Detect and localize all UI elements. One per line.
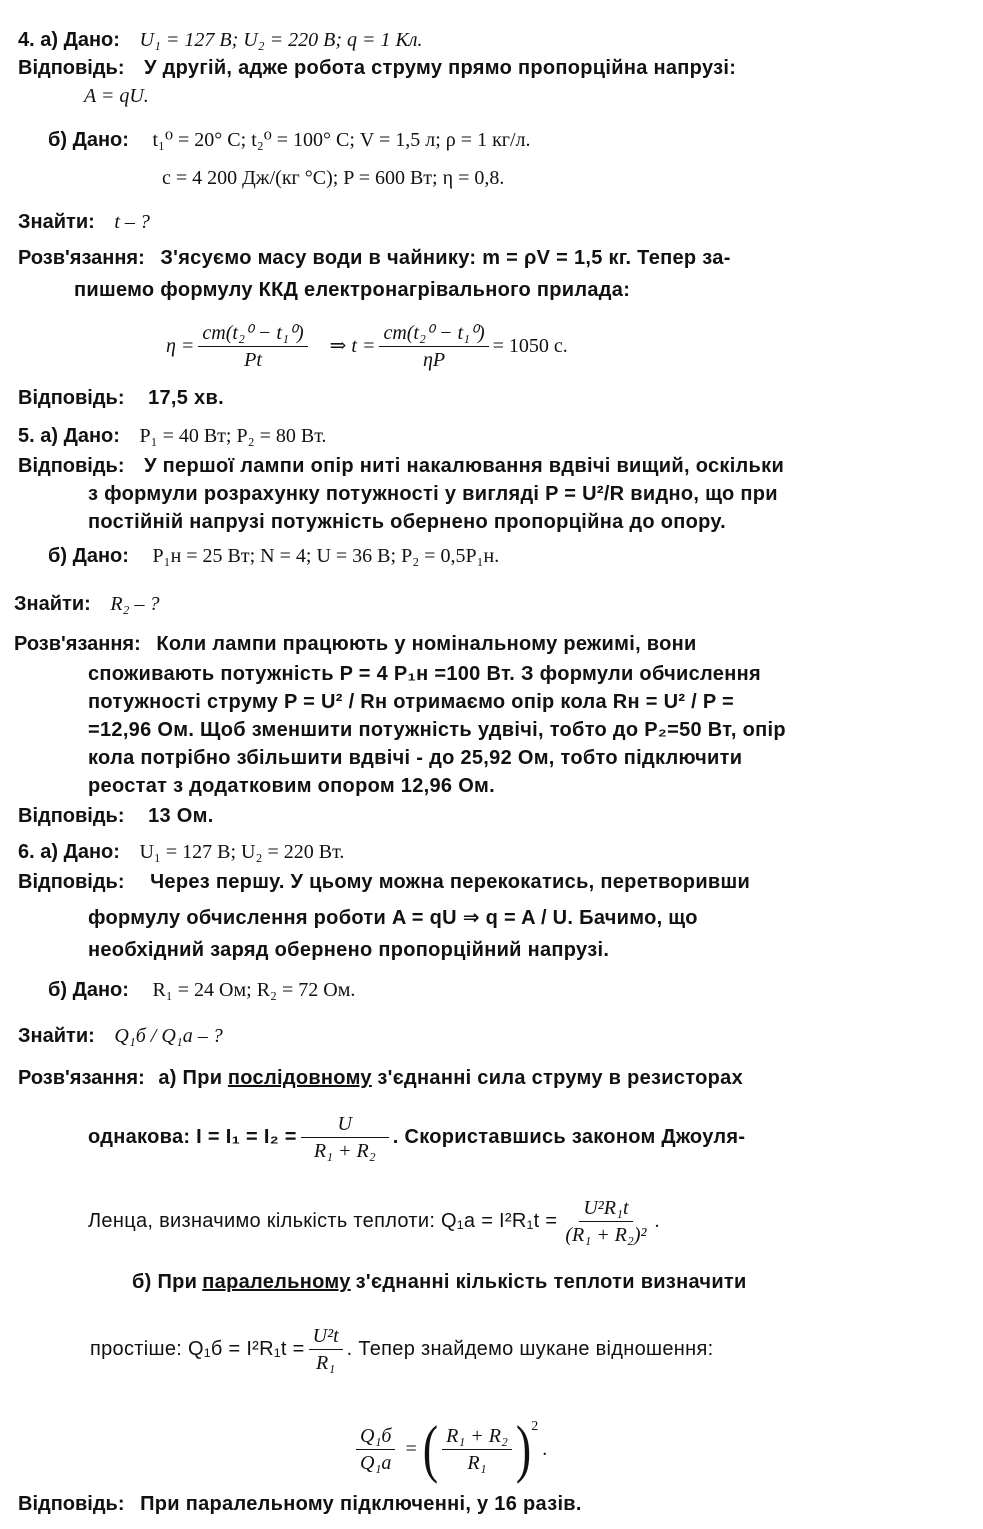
line-text: потужності струму P = U² / Rн отримаємо опір кола Rн = U² / P = bbox=[88, 691, 734, 713]
eq-text: . bbox=[654, 1210, 660, 1232]
text-line bbox=[0, 746, 983, 770]
text-line bbox=[0, 166, 983, 190]
right-paren: ) bbox=[515, 1412, 532, 1484]
fraction-numerator: cm(t₂⁰ − t₁⁰) bbox=[198, 322, 307, 347]
fraction-numerator: U²R₁t bbox=[579, 1197, 632, 1222]
text-line bbox=[0, 662, 983, 686]
text-line bbox=[0, 632, 983, 656]
line-text: необхідний заряд обернено пропорційний напрузі. bbox=[88, 939, 610, 961]
text-line bbox=[0, 454, 983, 478]
text-line bbox=[0, 840, 983, 864]
text-line bbox=[0, 128, 983, 152]
fraction-numerator: U²t bbox=[309, 1325, 343, 1350]
line-text: споживають потужність P = 4 P₁н =100 Вт. З формули обчислення bbox=[88, 663, 761, 685]
line-text: c = 4 200 Дж/(кг °С); P = 600 Вт; η = 0,8. bbox=[162, 167, 505, 189]
text-line bbox=[0, 56, 983, 80]
text-line bbox=[0, 870, 983, 894]
line-text: з формули розрахунку потужності у вигляді P = U²/R видно, що при bbox=[88, 483, 778, 505]
line-text: формулу обчислення роботи A = qU ⇒ q = A / U. Бачимо, що bbox=[88, 907, 698, 929]
fraction-numerator: cm(t₂⁰ − t₁⁰) bbox=[379, 322, 488, 347]
line-text: 13 Ом. bbox=[148, 805, 214, 827]
line-text: P₁ = 40 Вт; P₂ = 80 Вт. bbox=[139, 425, 327, 447]
text-line bbox=[0, 978, 983, 1002]
line-label: Розв'язання: bbox=[14, 633, 141, 655]
equation-current bbox=[0, 1108, 983, 1166]
line-label: б) Дано: bbox=[48, 129, 129, 151]
line-text: Через першу. У цьому можна перекокатись, перетворивши bbox=[150, 871, 751, 893]
text-line bbox=[0, 210, 983, 234]
text-line bbox=[0, 774, 983, 798]
line-text: U₁ = 127 В; U₂ = 220 Вт. bbox=[139, 841, 345, 863]
line-text: а) При bbox=[158, 1067, 223, 1089]
line-label: 5. а) Дано: bbox=[18, 425, 120, 447]
line-label: Знайти: bbox=[18, 1025, 95, 1047]
line-text: з'єднанні кількість теплоти визначити bbox=[355, 1271, 747, 1293]
text-line bbox=[0, 544, 983, 568]
line-label: Розв'язання: bbox=[18, 247, 145, 269]
eq-fraction bbox=[301, 1113, 389, 1162]
eq-text: простіше: Q₁б = I²R₁t = bbox=[90, 1338, 305, 1360]
line-text: 17,5 хв. bbox=[148, 387, 224, 409]
line-label: Відповідь: bbox=[18, 387, 125, 409]
equation-ratio bbox=[0, 1412, 983, 1486]
eq-arrow: ⇒ t = bbox=[329, 335, 376, 357]
line-text: б) При bbox=[132, 1271, 198, 1293]
text-line bbox=[0, 718, 983, 742]
line-text: У другій, адже робота струму прямо пропорційна напрузі: bbox=[144, 57, 737, 79]
line-text: з'єднанні сила струму в резисторах bbox=[377, 1067, 744, 1089]
eq-fraction bbox=[309, 1325, 343, 1374]
eq-text: = bbox=[405, 1438, 417, 1460]
fraction-numerator: Q₁б bbox=[356, 1425, 395, 1450]
line-label: Відповідь: bbox=[18, 805, 125, 827]
line-text: пишемо формулу ККД електронагрівального прилада: bbox=[74, 279, 631, 301]
line-text: t – ? bbox=[114, 211, 150, 233]
line-label: б) Дано: bbox=[48, 545, 129, 567]
eq-text: однакова: I = I₁ = I₂ = bbox=[88, 1126, 297, 1148]
line-label: Знайти: bbox=[14, 593, 91, 615]
text-line bbox=[0, 246, 983, 270]
line-text: R₂ – ? bbox=[110, 593, 160, 615]
line-text: U₁ = 127 В; U₂ = 220 В; q = 1 Кл. bbox=[139, 29, 423, 51]
line-label: Відповідь: bbox=[18, 57, 125, 79]
underlined-term: послідовному bbox=[227, 1067, 372, 1089]
text-line bbox=[0, 424, 983, 448]
line-label: Відповідь: bbox=[18, 1493, 125, 1515]
line-text: Q₁б / Q₁а – ? bbox=[114, 1025, 223, 1047]
fraction-denominator: Pt bbox=[244, 348, 262, 371]
line-label: Розв'язання: bbox=[18, 1067, 145, 1089]
fraction-numerator: U bbox=[301, 1113, 389, 1138]
text-line bbox=[0, 278, 983, 302]
text-line bbox=[0, 1066, 983, 1090]
line-label: 4. а) Дано: bbox=[18, 29, 120, 51]
eq-fraction bbox=[379, 322, 488, 371]
text-line bbox=[0, 1270, 983, 1294]
line-text: У першої лампи опір нитi накалювання вдвічі вищий, оскільки bbox=[144, 455, 785, 477]
text-line bbox=[0, 510, 983, 534]
line-label: б) Дано: bbox=[48, 979, 129, 1001]
underlined-term: паралельному bbox=[202, 1271, 351, 1293]
line-text: реостат з додатковим опором 12,96 Ом. bbox=[88, 775, 495, 797]
exponent: 2 bbox=[531, 1419, 539, 1434]
eq-fraction bbox=[442, 1425, 512, 1474]
eq-symbol: η = bbox=[166, 335, 195, 357]
fraction-numerator: R₁ + R₂ bbox=[442, 1425, 512, 1450]
left-paren: ( bbox=[422, 1412, 439, 1484]
text-line bbox=[0, 1492, 983, 1516]
eq-text: . Тепер знайдемо шукане відношення: bbox=[346, 1338, 714, 1360]
eq-fraction bbox=[561, 1197, 650, 1246]
line-label: Знайти: bbox=[18, 211, 95, 233]
line-text: Коли лампи працюють у номінальному режимі, вони bbox=[156, 633, 697, 655]
line-text: постійній напрузі потужність обернено пропорційна до опору. bbox=[88, 511, 726, 533]
text-line bbox=[0, 938, 983, 962]
eq-fraction bbox=[356, 1425, 395, 1474]
text-line bbox=[0, 84, 983, 108]
text-line bbox=[0, 482, 983, 506]
fraction-denominator: R₁ + R₂ bbox=[313, 1139, 376, 1162]
equation-simple bbox=[0, 1320, 983, 1378]
line-text: R₁ = 24 Ом; R₂ = 72 Ом. bbox=[152, 979, 356, 1001]
line-text: З'ясуємо масу води в чайнику: m = ρV = 1,5 кг. Тепер за- bbox=[160, 247, 731, 269]
eq-text: . bbox=[542, 1438, 548, 1460]
line-text: P₁н = 25 Вт; N = 4; U = 36 В; P₂ = 0,5P₁н. bbox=[152, 545, 500, 567]
eq-text: Ленца, визначимо кількість теплоти: Q₁а = I²R₁t = bbox=[88, 1210, 558, 1232]
eq-fraction bbox=[198, 322, 307, 371]
line-label: Відповідь: bbox=[18, 455, 125, 477]
text-line bbox=[0, 906, 983, 930]
line-text: t₁⁰ = 20° С; t₂⁰ = 100° С; V = 1,5 л; ρ = 1 кг/л. bbox=[152, 129, 531, 151]
fraction-denominator: (R₁ + R₂)² bbox=[565, 1223, 647, 1246]
line-label: Відповідь: bbox=[18, 871, 125, 893]
text-line bbox=[0, 690, 983, 714]
line-label: 6. а) Дано: bbox=[18, 841, 120, 863]
fraction-denominator: Q₁а bbox=[360, 1451, 392, 1474]
line-text: =12,96 Ом. Щоб зменшити потужність удвічі, тобто до P₂=50 Вт, опір bbox=[88, 719, 786, 741]
equation-lenz bbox=[0, 1192, 983, 1250]
fraction-denominator: R₁ bbox=[467, 1451, 487, 1474]
fraction-denominator: R₁ bbox=[316, 1351, 336, 1374]
eq-text: . Скориставшись законом Джоуля- bbox=[392, 1126, 746, 1148]
text-line bbox=[0, 28, 983, 52]
fraction-denominator: ηP bbox=[422, 348, 446, 371]
line-text: кола потрібно збільшити вдвічі - до 25,92 Ом, тобто підключити bbox=[88, 747, 743, 769]
line-text: A = qU. bbox=[84, 85, 149, 107]
text-line bbox=[0, 592, 983, 616]
eq-result: = 1050 с. bbox=[492, 335, 568, 357]
text-line bbox=[0, 804, 983, 828]
equation-kkd bbox=[0, 318, 983, 374]
text-line bbox=[0, 386, 983, 410]
text-line bbox=[0, 1024, 983, 1048]
line-text: При паралельному підключенні, у 16 разів. bbox=[140, 1493, 582, 1515]
